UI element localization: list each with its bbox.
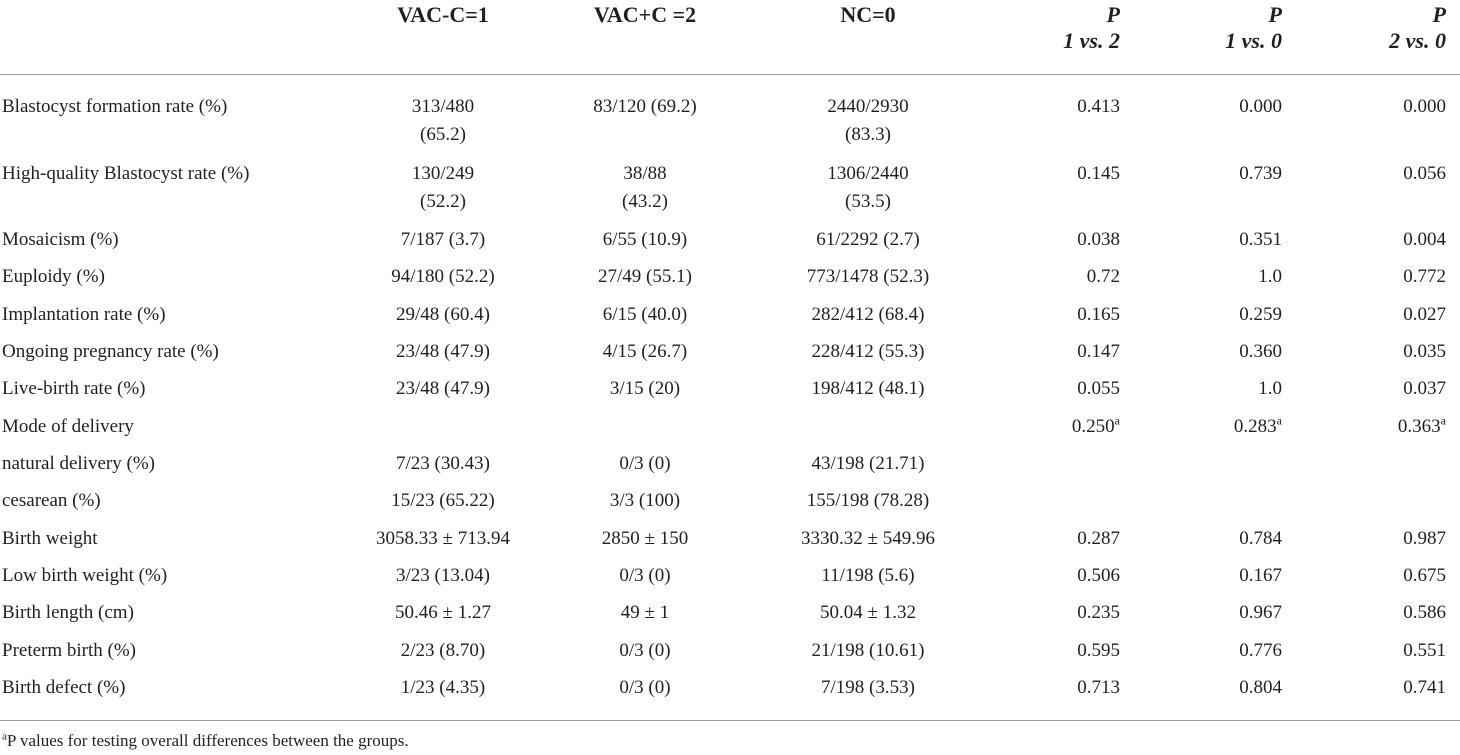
- value-line: 0/3 (0): [619, 640, 671, 661]
- row-label: Birth weight: [2, 528, 98, 549]
- value-line: 4/15 (26.7): [602, 341, 688, 362]
- p-value-text: 0.250: [1071, 416, 1115, 437]
- value-line: 1306/2440: [827, 163, 909, 184]
- header-vac-plus-c: VAC+C =2: [593, 2, 697, 27]
- p-value-text: 0.987: [1403, 528, 1446, 549]
- value-cell-c1: [343, 226, 543, 254]
- p-value-p3: [1316, 599, 1446, 627]
- value-line: 27/49 (55.1): [598, 266, 692, 287]
- table-bottom-rule: [0, 720, 1460, 721]
- value-line: 23/48 (47.9): [396, 341, 490, 362]
- p-value-p3: [1316, 637, 1446, 665]
- value-line: 15/23 (65.22): [391, 490, 495, 511]
- value-line: 282/412 (68.4): [811, 304, 925, 325]
- table-footnote: [2, 730, 409, 752]
- value-cell-c2: [545, 263, 745, 291]
- p-value-p1: [990, 263, 1120, 291]
- p-value-text: 0.739: [1239, 163, 1282, 184]
- value-line: 198/412 (48.1): [811, 378, 925, 399]
- p-value-text: 0.586: [1403, 602, 1446, 623]
- p-value-p3: [1316, 413, 1446, 441]
- value-cell-c2: [545, 450, 745, 478]
- value-cell-c3: [768, 450, 968, 478]
- p-label: P: [1432, 2, 1446, 27]
- value-line: (83.3): [845, 124, 891, 145]
- p-value-text: 0.000: [1239, 96, 1282, 117]
- value-line: 3/15 (20): [609, 378, 681, 399]
- value-cell-c3: [768, 338, 968, 366]
- row-label: Live-birth rate (%): [2, 378, 146, 399]
- value-line: 0/3 (0): [619, 565, 671, 586]
- header-rule: [0, 74, 1460, 75]
- p-value-p1: [990, 160, 1120, 188]
- p-value-text: 0.413: [1077, 96, 1120, 117]
- row-label: Blastocyst formation rate (%): [2, 96, 228, 117]
- value-line: 49 ± 1: [620, 602, 670, 623]
- value-line: 1/23 (4.35): [400, 677, 486, 698]
- value-cell-c1: [343, 674, 543, 702]
- value-cell-c3: [768, 226, 968, 254]
- p-value-p3: [1316, 562, 1446, 590]
- footnote-text: P values for testing overall differences between the groups.: [6, 731, 409, 750]
- p-label: P: [1106, 2, 1120, 27]
- p-value-p2: [1152, 375, 1282, 403]
- value-line: 2440/2930: [827, 96, 909, 117]
- p-value-p3: [1316, 338, 1446, 366]
- p-subtitle: 1 vs. 0: [1225, 28, 1282, 53]
- value-line: 21/198 (10.61): [811, 640, 925, 661]
- p-value-p3: [1316, 160, 1446, 188]
- p-value-text: 0.506: [1077, 565, 1120, 586]
- p-value-text: 0.027: [1403, 304, 1446, 325]
- p-subtitle: 1 vs. 2: [1063, 28, 1120, 53]
- row-label: natural delivery (%): [2, 453, 155, 474]
- p-value-text: 0.055: [1077, 378, 1120, 399]
- value-line: 6/15 (40.0): [602, 304, 688, 325]
- p-value-p3: [1316, 375, 1446, 403]
- p-value-p1: [990, 525, 1120, 553]
- header-nc: NC=0: [840, 2, 896, 27]
- value-line: 7/23 (30.43): [396, 453, 490, 474]
- value-cell-c1: [343, 487, 543, 515]
- value-cell-c3: [768, 375, 968, 403]
- row-label: Mosaicism (%): [2, 229, 119, 250]
- p-label: P: [1268, 2, 1282, 27]
- value-line: 313/480: [411, 96, 475, 117]
- value-cell-c3: [768, 525, 968, 553]
- p-value-text: 0.713: [1077, 677, 1120, 698]
- p-value-text: 0.804: [1239, 677, 1282, 698]
- p-value-p2: [1152, 525, 1282, 553]
- value-line: 7/187 (3.7): [400, 229, 486, 250]
- value-line: 94/180 (52.2): [391, 266, 495, 287]
- p-value-p2: [1152, 562, 1282, 590]
- value-line: 50.04 ± 1.32: [820, 602, 916, 623]
- value-line: 2850 ± 150: [601, 528, 689, 549]
- p-value-p1: [990, 375, 1120, 403]
- p-value-text: 0.675: [1403, 565, 1446, 586]
- footnote-mark: a: [2, 730, 7, 743]
- value-cell-c2: [545, 599, 745, 627]
- value-cell-c2: [545, 93, 745, 121]
- p-value-p1: [990, 413, 1120, 441]
- p-value-p1: [990, 226, 1120, 254]
- value-cell-c1: [343, 93, 543, 149]
- row-label: Low birth weight (%): [2, 565, 168, 586]
- p-value-text: 0.772: [1403, 266, 1446, 287]
- header-p-1-vs-0: [1152, 2, 1282, 54]
- value-cell-c2: [545, 674, 745, 702]
- value-line: 228/412 (55.3): [811, 341, 925, 362]
- p-value-p2: [1152, 413, 1282, 441]
- value-line: (52.2): [420, 191, 466, 212]
- value-cell-c3: [768, 562, 968, 590]
- p-value-footnote-mark: a: [1276, 413, 1282, 428]
- p-value-p2: [1152, 637, 1282, 665]
- value-line: 0/3 (0): [619, 677, 671, 698]
- p-value-text: 0.351: [1239, 229, 1282, 250]
- value-cell-c2: [545, 160, 745, 216]
- p-value-text: 1.0: [1258, 266, 1282, 287]
- value-line: (53.5): [845, 191, 891, 212]
- value-cell-c3: [768, 487, 968, 515]
- p-value-p2: [1152, 160, 1282, 188]
- value-line: 29/48 (60.4): [396, 304, 490, 325]
- value-cell-c3: [768, 637, 968, 665]
- value-line: 773/1478 (52.3): [806, 266, 930, 287]
- row-label: Ongoing pregnancy rate (%): [2, 341, 219, 362]
- value-cell-c1: [343, 375, 543, 403]
- p-value-text: 0.000: [1403, 96, 1446, 117]
- value-cell-c2: [545, 487, 745, 515]
- value-line: 7/198 (3.53): [821, 677, 915, 698]
- value-line: 83/120 (69.2): [593, 96, 697, 117]
- p-value-p1: [990, 93, 1120, 121]
- value-cell-c3: [768, 263, 968, 291]
- p-value-text: 0.360: [1239, 341, 1282, 362]
- value-line: 6/55 (10.9): [602, 229, 688, 250]
- p-value-p1: [990, 338, 1120, 366]
- value-cell-c1: [343, 263, 543, 291]
- row-label: Implantation rate (%): [2, 304, 166, 325]
- value-cell-c2: [545, 525, 745, 553]
- value-cell-c1: [343, 599, 543, 627]
- row-label: Preterm birth (%): [2, 640, 137, 661]
- value-cell-c3: [768, 599, 968, 627]
- value-cell-c2: [545, 301, 745, 329]
- value-cell-c1: [343, 450, 543, 478]
- p-value-text: 0.784: [1239, 528, 1282, 549]
- p-value-text: 0.035: [1403, 341, 1446, 362]
- row-label: Birth length (cm): [2, 602, 134, 623]
- p-value-text: 0.037: [1403, 378, 1446, 399]
- value-cell-c2: [545, 226, 745, 254]
- p-value-p3: [1316, 263, 1446, 291]
- row-label: High-quality Blastocyst rate (%): [2, 163, 250, 184]
- p-value-p3: [1316, 674, 1446, 702]
- value-cell-c1: [343, 301, 543, 329]
- value-line: 3058.33 ± 713.94: [376, 528, 510, 549]
- p-value-text: 0.72: [1086, 266, 1120, 287]
- value-cell-c1: [343, 637, 543, 665]
- p-value-text: 0.967: [1239, 602, 1282, 623]
- value-line: 23/48 (47.9): [396, 378, 490, 399]
- p-value-p3: [1316, 226, 1446, 254]
- p-value-text: 1.0: [1258, 378, 1282, 399]
- value-line: 3/3 (100): [609, 490, 681, 511]
- p-value-text: 0.004: [1403, 229, 1446, 250]
- p-value-p2: [1152, 226, 1282, 254]
- value-line: 11/198 (5.6): [821, 565, 915, 586]
- p-value-p2: [1152, 599, 1282, 627]
- value-line: 43/198 (21.71): [811, 453, 925, 474]
- p-value-p2: [1152, 93, 1282, 121]
- value-line: 155/198 (78.28): [806, 490, 930, 511]
- p-value-p1: [990, 674, 1120, 702]
- p-value-p1: [990, 301, 1120, 329]
- value-cell-c2: [545, 562, 745, 590]
- value-cell-c2: [545, 375, 745, 403]
- p-value-p3: [1316, 525, 1446, 553]
- p-value-text: 0.165: [1077, 304, 1120, 325]
- p-value-text: 0.145: [1077, 163, 1120, 184]
- p-value-p1: [990, 599, 1120, 627]
- row-label: cesarean (%): [2, 490, 101, 511]
- p-value-p2: [1152, 338, 1282, 366]
- p-value-text: 0.363: [1397, 416, 1441, 437]
- p-value-footnote-mark: a: [1114, 413, 1120, 428]
- p-subtitle: 2 vs. 0: [1389, 28, 1446, 53]
- p-value-text: 0.259: [1239, 304, 1282, 325]
- value-cell-c3: [768, 301, 968, 329]
- value-line: (65.2): [420, 124, 466, 145]
- value-cell-c3: [768, 160, 968, 216]
- row-label: Birth defect (%): [2, 677, 126, 698]
- header-vac-c: VAC-C=1: [397, 2, 489, 27]
- p-value-p1: [990, 637, 1120, 665]
- value-cell-c2: [545, 338, 745, 366]
- row-label: Euploidy (%): [2, 266, 105, 287]
- value-cell-c2: [545, 637, 745, 665]
- value-cell-c3: [768, 93, 968, 149]
- value-line: 2/23 (8.70): [400, 640, 486, 661]
- value-line: (43.2): [622, 191, 668, 212]
- p-value-text: 0.038: [1077, 229, 1120, 250]
- value-line: 61/2292 (2.7): [816, 229, 920, 250]
- value-line: 3/23 (13.04): [396, 565, 490, 586]
- p-value-p2: [1152, 674, 1282, 702]
- value-line: 38/88: [623, 163, 667, 184]
- p-value-text: 0.776: [1239, 640, 1282, 661]
- value-line: 130/249: [411, 163, 475, 184]
- p-value-text: 0.283: [1233, 416, 1277, 437]
- header-p-1-vs-2: [990, 2, 1120, 54]
- value-line: 3330.32 ± 549.96: [801, 528, 935, 549]
- value-cell-c1: [343, 525, 543, 553]
- value-cell-c1: [343, 562, 543, 590]
- value-cell-c1: [343, 338, 543, 366]
- value-line: 0/3 (0): [619, 453, 671, 474]
- p-value-text: 0.595: [1077, 640, 1120, 661]
- p-value-p3: [1316, 93, 1446, 121]
- p-value-p2: [1152, 301, 1282, 329]
- row-label: Mode of delivery: [2, 416, 134, 437]
- p-value-text: 0.287: [1077, 528, 1120, 549]
- p-value-text: 0.741: [1403, 677, 1446, 698]
- value-cell-c1: [343, 160, 543, 216]
- p-value-p3: [1316, 301, 1446, 329]
- p-value-text: 0.167: [1239, 565, 1282, 586]
- p-value-p2: [1152, 263, 1282, 291]
- p-value-footnote-mark: a: [1440, 413, 1446, 428]
- p-value-text: 0.147: [1077, 341, 1120, 362]
- header-p-2-vs-0: [1316, 2, 1446, 54]
- value-line: 50.46 ± 1.27: [395, 602, 491, 623]
- p-value-text: 0.056: [1403, 163, 1446, 184]
- value-cell-c3: [768, 674, 968, 702]
- p-value-text: 0.551: [1403, 640, 1446, 661]
- p-value-p1: [990, 562, 1120, 590]
- p-value-text: 0.235: [1077, 602, 1120, 623]
